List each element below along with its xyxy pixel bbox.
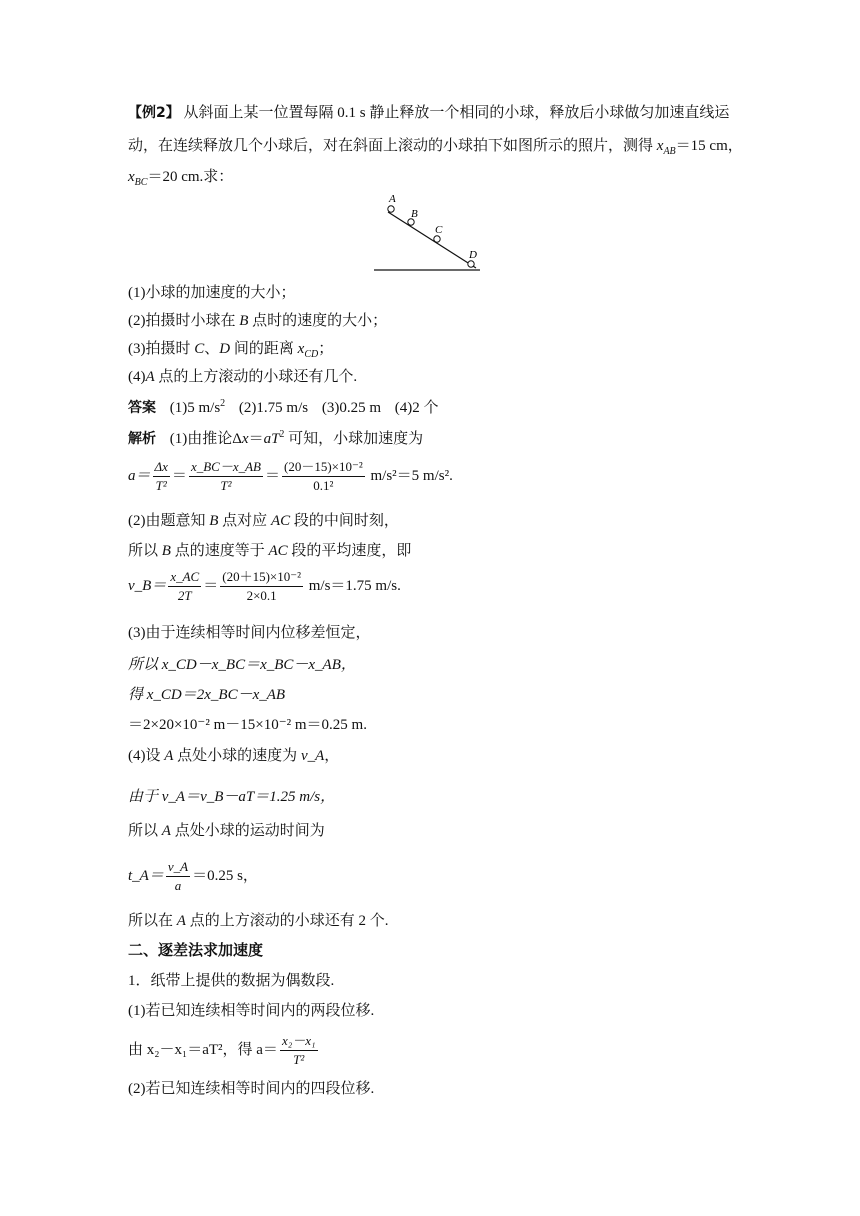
s9: 由于 v_A＝v_B－aT＝1.25 m/s，	[128, 789, 336, 805]
formula-1	[128, 458, 453, 495]
f2-frac-1	[168, 568, 201, 605]
f1-frac-1	[153, 458, 170, 495]
question-4	[128, 366, 357, 388]
answer-1-sup: 2	[220, 398, 226, 409]
example-line-2	[128, 135, 743, 157]
solution-line-5	[128, 654, 356, 676]
label-a: A	[389, 193, 396, 205]
answer-4: (4)2 个	[394, 400, 439, 416]
f2-n2: (20＋15)×10⁻²	[220, 568, 303, 587]
section-2-p3	[128, 1032, 320, 1069]
s11-b: A	[176, 913, 186, 929]
q4-var: A	[145, 369, 155, 385]
f2-lhs: v_B＝	[128, 577, 167, 594]
q3-end: ；	[318, 341, 334, 357]
f3-n: v_A	[166, 858, 190, 877]
section-2-heading	[128, 939, 263, 961]
solution-line-10	[128, 820, 325, 842]
s1-b: x	[241, 431, 249, 447]
s8-c: 点处小球的速度为	[173, 748, 301, 764]
ball-d	[468, 261, 474, 267]
f1-lhs: a＝	[128, 467, 151, 484]
s7: ＝2×20×10⁻² m－15×10⁻² m＝0.25 m.	[128, 717, 367, 733]
label-c: C	[435, 224, 443, 236]
f3-d: a	[174, 878, 182, 893]
f2-eq: ＝	[203, 577, 219, 594]
s2p3-n: x₂－x₁	[280, 1032, 318, 1051]
s2-e: 段的中间时刻，	[290, 513, 399, 529]
section-2-p4	[128, 1078, 374, 1100]
s11-a: 所以在	[128, 913, 177, 929]
sub-ab: AB	[663, 146, 676, 157]
section-2-p1	[128, 970, 334, 992]
ball-a	[388, 206, 394, 212]
question-2	[128, 310, 387, 332]
s2p1: 1．纸带上提供的数据为偶数段.	[128, 973, 335, 989]
solution-line-7	[128, 714, 367, 736]
s10-b: A	[161, 823, 171, 839]
s2-c: 点对应	[218, 513, 271, 529]
solution-line-6	[128, 684, 285, 706]
q3-sub: CD	[304, 349, 319, 360]
ball-c	[434, 236, 440, 242]
f1-tail: m/s²＝5 m/s².	[366, 467, 453, 484]
f1-frac-3	[282, 458, 365, 495]
q4-text-a: (4)	[128, 369, 146, 385]
s1-a: (1)由推论Δ	[169, 431, 242, 447]
solution-line-2	[128, 510, 399, 532]
answer-2: (2)1.75 m/s	[238, 400, 309, 416]
section-2-title: 二、逐差法求加速度	[128, 941, 264, 959]
q3-text-a: (3)拍摄时	[128, 341, 195, 357]
incline-diagram	[370, 190, 490, 274]
example-text-3: ＝20 cm.求：	[147, 169, 234, 185]
f1-d1: T²	[155, 478, 167, 493]
s2-d: AC	[270, 513, 291, 529]
var-x: x	[128, 169, 135, 185]
formula-3	[128, 858, 258, 895]
s5: 所以 x_CD－x_BC＝x_BC－x_AB，	[128, 657, 356, 673]
solution-line-1	[128, 428, 423, 450]
question-1	[128, 282, 296, 304]
s10-c: 点处小球的运动时间为	[170, 823, 325, 839]
s3-e: 段的平均速度，即	[287, 543, 412, 559]
solution-line-4	[128, 622, 371, 644]
f1-n2: x_BC－x_AB	[189, 458, 263, 477]
q2-var: B	[239, 313, 249, 329]
solution-line-8	[128, 745, 339, 767]
f1-n1: Δx	[153, 458, 170, 477]
example-text-2: 动，在连续释放几个小球后，对在斜面上滚动的小球拍下如图所示的照片，测得	[128, 138, 657, 154]
sub-bc: BC	[134, 177, 148, 188]
q3-text-e: 间的距离	[230, 341, 298, 357]
example-line-1	[128, 102, 729, 124]
example-tag: 【例2】	[128, 105, 180, 121]
q4-text-c: 点的上方滚动的小球还有几个.	[154, 369, 358, 385]
s2p4: (2)若已知连续相等时间内的四段位移.	[128, 1081, 375, 1097]
f1-frac-2	[189, 458, 263, 495]
s2p3-frac	[280, 1032, 318, 1069]
s8-e: ，	[324, 748, 340, 764]
s1-e: 2	[279, 429, 285, 440]
question-3	[128, 338, 333, 360]
s8-d: v_A	[300, 748, 325, 764]
f1-n3: (20－15)×10⁻²	[282, 458, 365, 477]
f1-d2: T²	[220, 478, 232, 493]
s2-b: B	[209, 513, 219, 529]
example-line-3	[128, 166, 233, 188]
s3-b: B	[161, 543, 171, 559]
q3-var-x: x	[297, 341, 305, 357]
formula-2	[128, 568, 401, 605]
s2p2: (1)若已知连续相等时间内的两段位移.	[128, 1003, 375, 1019]
f1-eq-2: ＝	[264, 467, 280, 484]
q1-text: (1)小球的加速度的大小；	[128, 285, 296, 301]
s10-a: 所以	[128, 823, 162, 839]
answer-line	[128, 397, 439, 419]
f2-d2: 2×0.1	[246, 588, 277, 603]
s3-a: 所以	[128, 543, 162, 559]
s1-d: aT	[263, 431, 280, 447]
s2p3-a: 由 x₂－x₁＝aT²，得 a＝	[128, 1041, 278, 1058]
f2-frac-2	[220, 568, 303, 605]
label-d: D	[469, 249, 477, 261]
s11-c: 点的上方滚动的小球还有 2 个.	[185, 913, 389, 929]
s8-b: A	[164, 748, 174, 764]
solution-line-11	[128, 910, 388, 932]
f3-tail: ＝0.25 s，	[192, 867, 258, 884]
section-2-p2	[128, 1000, 374, 1022]
f3-lhs: t_A＝	[128, 867, 164, 884]
f2-tail: m/s＝1.75 m/s.	[304, 577, 401, 594]
answer-1: (1)5 m/s	[169, 400, 221, 416]
s6: 得 x_CD＝2x_BC－x_AB	[128, 687, 286, 703]
q2-text-c: 点时的速度的大小；	[248, 313, 388, 329]
answer-3: (3)0.25 m	[321, 400, 382, 416]
solution-line-3	[128, 540, 411, 562]
var-x: x	[656, 138, 664, 154]
label-b: B	[411, 208, 418, 220]
answer-label: 答案	[128, 400, 156, 416]
f1-d3: 0.1²	[313, 478, 334, 493]
solution-line-9	[128, 786, 335, 808]
s8-a: (4)设	[128, 748, 165, 764]
f2-d1: 2T	[177, 588, 192, 603]
s3-c: 点的速度等于	[170, 543, 269, 559]
s1-c: ＝	[248, 431, 264, 447]
f3-frac	[166, 858, 190, 895]
solution-label: 解析	[128, 431, 156, 447]
s2p3-d: T²	[293, 1052, 305, 1067]
q3-var-d: D	[219, 341, 231, 357]
q3-var-c: C	[194, 341, 205, 357]
q2-text-a: (2)拍摄时小球在	[128, 313, 240, 329]
example-text-1: 从斜面上某一位置每隔 0.1 s 静止释放一个相同的小球，释放后小球做匀加速直线运	[183, 105, 730, 121]
s2-a: (2)由题意知	[128, 513, 210, 529]
s4: (3)由于连续相等时间内位移差恒定，	[128, 625, 371, 641]
incline-line	[388, 212, 476, 268]
q3-sep: 、	[204, 341, 220, 357]
f1-eq: ＝	[171, 467, 187, 484]
s1-f: 可知，小球加速度为	[284, 431, 424, 447]
example-text-2b: ＝15 cm，	[675, 138, 743, 154]
f2-n1: x_AC	[168, 568, 201, 587]
s3-d: AC	[268, 543, 288, 559]
